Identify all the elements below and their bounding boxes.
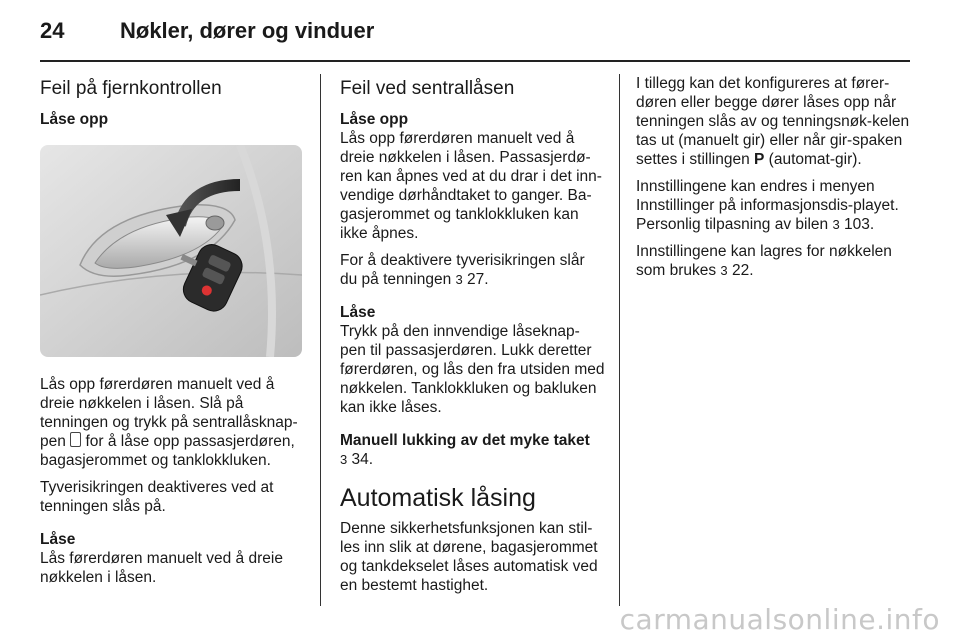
settings-paragraph: Innstillingene kan endres i menyen Innstillinger på informasjonsdis-playet. Personlig tilpasning av bilen 3 103. [636, 178, 899, 233]
subheading-unlock: Låse opp [40, 111, 109, 128]
unlock-text-part1: Lås opp førerdøren manuelt ved å dreie nøkkelen i låsen. Slå på tenningen og trykk på sentrallåsknap-pen [40, 376, 298, 450]
left-column [40, 74, 308, 587]
page-ref[interactable]: 22 [731, 262, 750, 279]
unlock-icon [70, 432, 81, 447]
page-ref[interactable]: 34 [351, 451, 369, 468]
config-text: I tillegg kan det konfigureres at fører-døren eller begge dører låses opp når tenningen slås av og tenningsnøk-kelen tas ut (manuelt gir) eller når gir-spaken settes i stillingen [636, 75, 910, 168]
page-header [40, 18, 920, 58]
save-settings-text: Innstillingene kan lagres for nøkkelen som brukes [636, 243, 892, 279]
page-ref-icon: 3 [720, 263, 728, 278]
lock-paragraph: Lås førerdøren manuelt ved å dreie nøkkelen i låsen. [40, 550, 283, 586]
page-number: 24 [40, 18, 65, 43]
config-text-end: (automat-gir). [764, 151, 862, 168]
column-divider [320, 74, 321, 606]
page-ref-icon: 3 [832, 217, 840, 232]
page-ref-icon: 3 [340, 452, 348, 467]
header-rule [40, 60, 910, 62]
middle-column [340, 74, 605, 595]
subheading-soft-top: Manuell lukking av det myke taket [340, 432, 590, 449]
theft-paragraph: For å deaktivere tyverisikringen slår du på tenningen 3 27. [340, 252, 585, 288]
theft-text: For å deaktivere tyverisikringen slår du på tenningen [340, 252, 585, 288]
section-title: Feil ved sentrallåsen [340, 78, 515, 99]
settings-text: Innstillingene kan endres i menyen Innstillinger på informasjonsdis-playet. Personlig tilpasning av bilen [636, 178, 899, 233]
subheading-unlock: Låse opp [340, 111, 409, 128]
auto-lock-title: Automatisk låsing [340, 484, 536, 512]
page-ref-icon: 3 [455, 272, 463, 287]
watermark: carmanualsonline.info [619, 603, 940, 636]
unlock-paragraph: Lås opp førerdøren manuelt ved å dreie nøkkelen i låsen. Passasjerdø-ren kan åpnes ved at du drar i det inn-vendige dørhåndtaket to ganger. Ba-gasjerommet og tanklokkluken kan ikke åpnes. [340, 130, 602, 242]
section-title: Feil på fjernkontrollen [40, 78, 222, 99]
gear-position-p: P [754, 151, 765, 168]
auto-lock-paragraph: Denne sikkerhetsfunksjonen kan stil-les inn slik at dørene, bagasjerommet og tankdekselet låses automatisk ved en bestemt hastighet. [340, 520, 598, 594]
column-divider [619, 74, 620, 606]
save-settings-paragraph: Innstillingene kan lagres for nøkkelen som brukes 3 22. [636, 243, 892, 279]
door-handle-key-illustration [40, 145, 302, 357]
soft-top-ref: 3 34. [340, 451, 374, 468]
page-ref[interactable]: 103 [844, 216, 870, 233]
theft-paragraph: Tyverisikringen deaktiveres ved at tenningen slås på. [40, 479, 274, 515]
lock-paragraph: Trykk på den innvendige låseknap-pen til passasjerdøren. Lukk deretter førerdøren, og lås den fra utsiden med nøkkelen. Tanklokkluken og bakluken kan ikke låses. [340, 323, 605, 416]
subheading-lock: Låse [40, 531, 76, 548]
unlock-paragraph [40, 375, 308, 470]
unlock-text-part2: for å låse opp passasjerdøren, bagasjerommet og tanklokkluken. [40, 433, 295, 469]
right-column [636, 74, 912, 280]
subheading-lock: Låse [340, 304, 376, 321]
config-paragraph [636, 74, 912, 169]
chapter-title: Nøkler, dører og vinduer [120, 18, 375, 43]
page-ref[interactable]: 27 [467, 271, 485, 288]
